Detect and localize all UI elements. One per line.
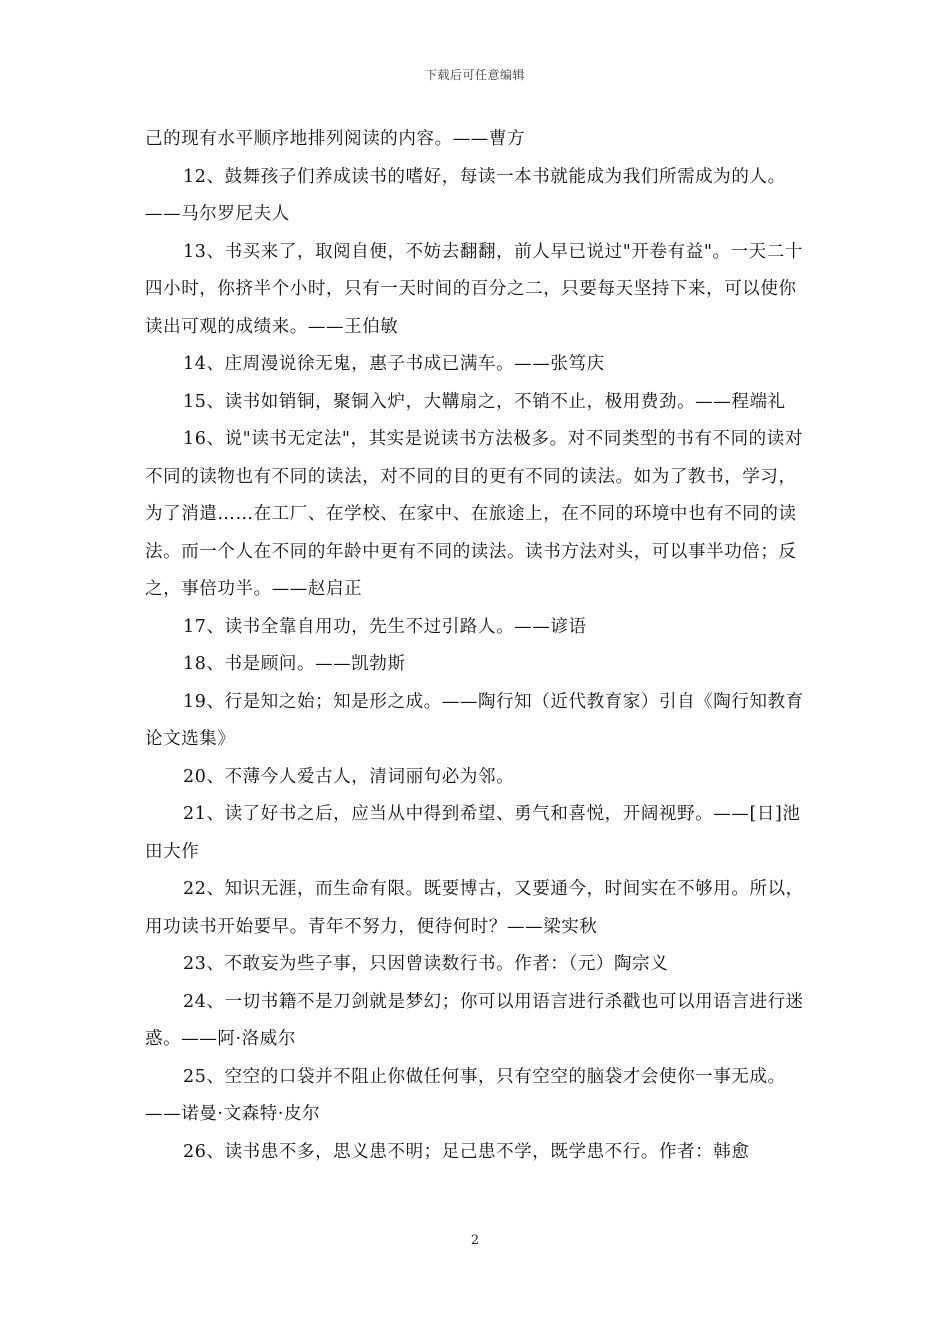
quote-12: 12、鼓舞孩子们养成读书的嗜好，每读一本书就能成为我们所需成为的人。——马尔罗尼夫人 <box>145 166 786 224</box>
quote-14: 14、庄周漫说徐无鬼，惠子书成已满车。——张笃庆 <box>183 354 605 374</box>
quote-20: 20、不薄今人爱古人，清词丽句必为邻。 <box>183 766 515 787</box>
page-header: 下载后可任意编辑 <box>424 68 525 82</box>
quote-26: 26、读书患不多，思义患不明；足己患不学，既学患不行。作者：韩愈 <box>183 1141 750 1162</box>
quote-23: 23、不敢妄为些子事，只因曾读数行书。作者：（元）陶宗义 <box>183 954 669 974</box>
quote-16: 16、说"读书无定法"，其实是说读书方法极多。对不同类型的书有不同的读对不同的读物也有不同的读法，对不同的目的更有不同的读法。如为了教书，学习，为了消遣……在工厂、在学校、在家中、在旅途上，在不同的环境中也有不同的读法。而一个人在不同的年龄中更有不同的读法。读书方法对头，可以事半功倍；反之，事倍功半。——赵启正 <box>145 429 803 599</box>
quote-19: 19、行是知之始；知是形之成。——陶行知（近代教育家）引自《陶行知教育论文选集》 <box>145 691 804 749</box>
quote-15: 15、读书如销铜，聚铜入炉，大鞲扇之，不销不止，极用费劲。——程端礼 <box>183 391 786 412</box>
page-number: 2 <box>470 1233 480 1248</box>
quote-22: 22、知识无涯，而生命有限。既要博古，又要通今，时间实在不够用。所以，用功读书开始要早。青年不努力，便待何时？——梁实秋 <box>145 879 804 937</box>
document-body <box>145 121 813 1171</box>
quote-25: 25、空空的口袋并不阻止你做任何事，只有空空的脑袋才会使你一事无成。——诺曼·文森特·皮尔 <box>145 1066 786 1124</box>
quote-13: 13、书买来了，取阅自便，不妨去翻翻，前人早已说过"开卷有益"。一天二十四小时，你挤半个小时，只有一天时间的百分之二，只要每天坚持下来，可以使你读出可观的成绩来。——王伯敏 <box>145 241 803 337</box>
paragraph-continuation: 己的现有水平顺序地排列阅读的内容。——曹方 <box>145 129 526 149</box>
quote-21: 21、读了好书之后，应当从中得到希望、勇气和喜悦，开阔视野。——[日]池田大作 <box>145 804 801 862</box>
quote-18: 18、书是顾问。——凯勃斯 <box>183 654 406 674</box>
quote-24: 24、一切书籍不是刀剑就是梦幻；你可以用语言进行杀戳也可以用语言进行迷惑。——阿·洛威尔 <box>145 991 804 1049</box>
quote-17: 17、读书全靠自用功，先生不过引路人。——谚语 <box>183 616 587 637</box>
